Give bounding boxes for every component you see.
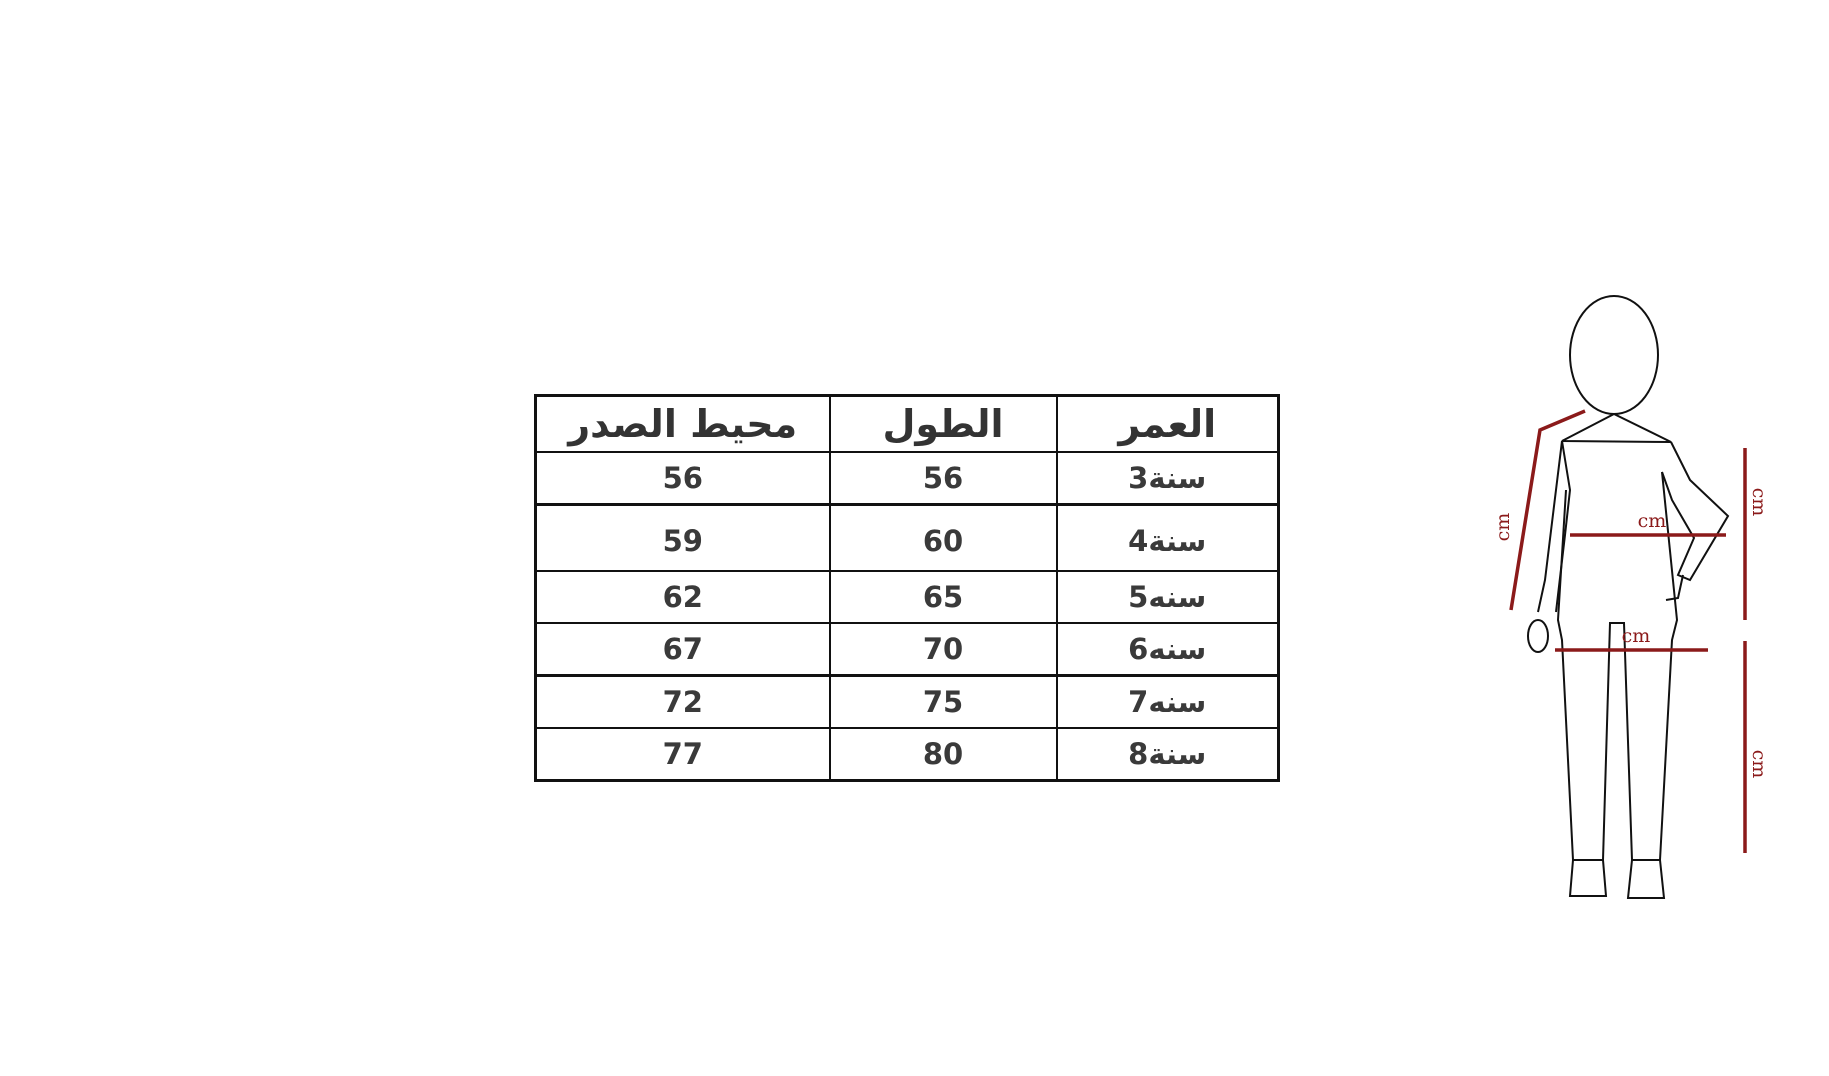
cell-chest: 59: [536, 505, 830, 572]
cell-length: 80: [830, 728, 1057, 781]
header-age: العمر: [1057, 396, 1279, 453]
cell-chest: 72: [536, 676, 830, 729]
waist-cm-label: cm: [1621, 625, 1651, 647]
right-arm-outline: [1662, 442, 1728, 580]
cell-chest: 62: [536, 571, 830, 623]
cell-chest: 77: [536, 728, 830, 781]
left-foot-outline: [1570, 860, 1606, 896]
cell-age: سنه6: [1057, 623, 1279, 676]
cell-age: سنه7: [1057, 676, 1279, 729]
neck-outline: [1562, 414, 1671, 442]
cell-age: سنة8: [1057, 728, 1279, 781]
lower-length-cm-label: cm: [1748, 749, 1770, 779]
cell-chest: 67: [536, 623, 830, 676]
right-foot-outline: [1628, 860, 1664, 898]
cell-age: سنة3: [1057, 452, 1279, 505]
header-length: الطول: [830, 396, 1057, 453]
head-outline: [1570, 296, 1658, 414]
cell-length: 75: [830, 676, 1057, 729]
cell-chest: 56: [536, 452, 830, 505]
cell-length: 56: [830, 452, 1057, 505]
sleeve-cm-label: cm: [1492, 512, 1514, 542]
cell-age: سنه5: [1057, 571, 1279, 623]
cell-length: 65: [830, 571, 1057, 623]
cell-age: سنة4: [1057, 505, 1279, 572]
cell-length: 60: [830, 505, 1057, 572]
body-outline: [1528, 296, 1728, 898]
chest-cm-label: cm: [1637, 510, 1667, 532]
left-arm-outline: [1538, 441, 1570, 612]
cell-length: 70: [830, 623, 1057, 676]
left-hand-outline: [1528, 620, 1548, 652]
upper-length-cm-label: cm: [1748, 487, 1770, 517]
header-chest: محيط الصدر: [536, 396, 830, 453]
